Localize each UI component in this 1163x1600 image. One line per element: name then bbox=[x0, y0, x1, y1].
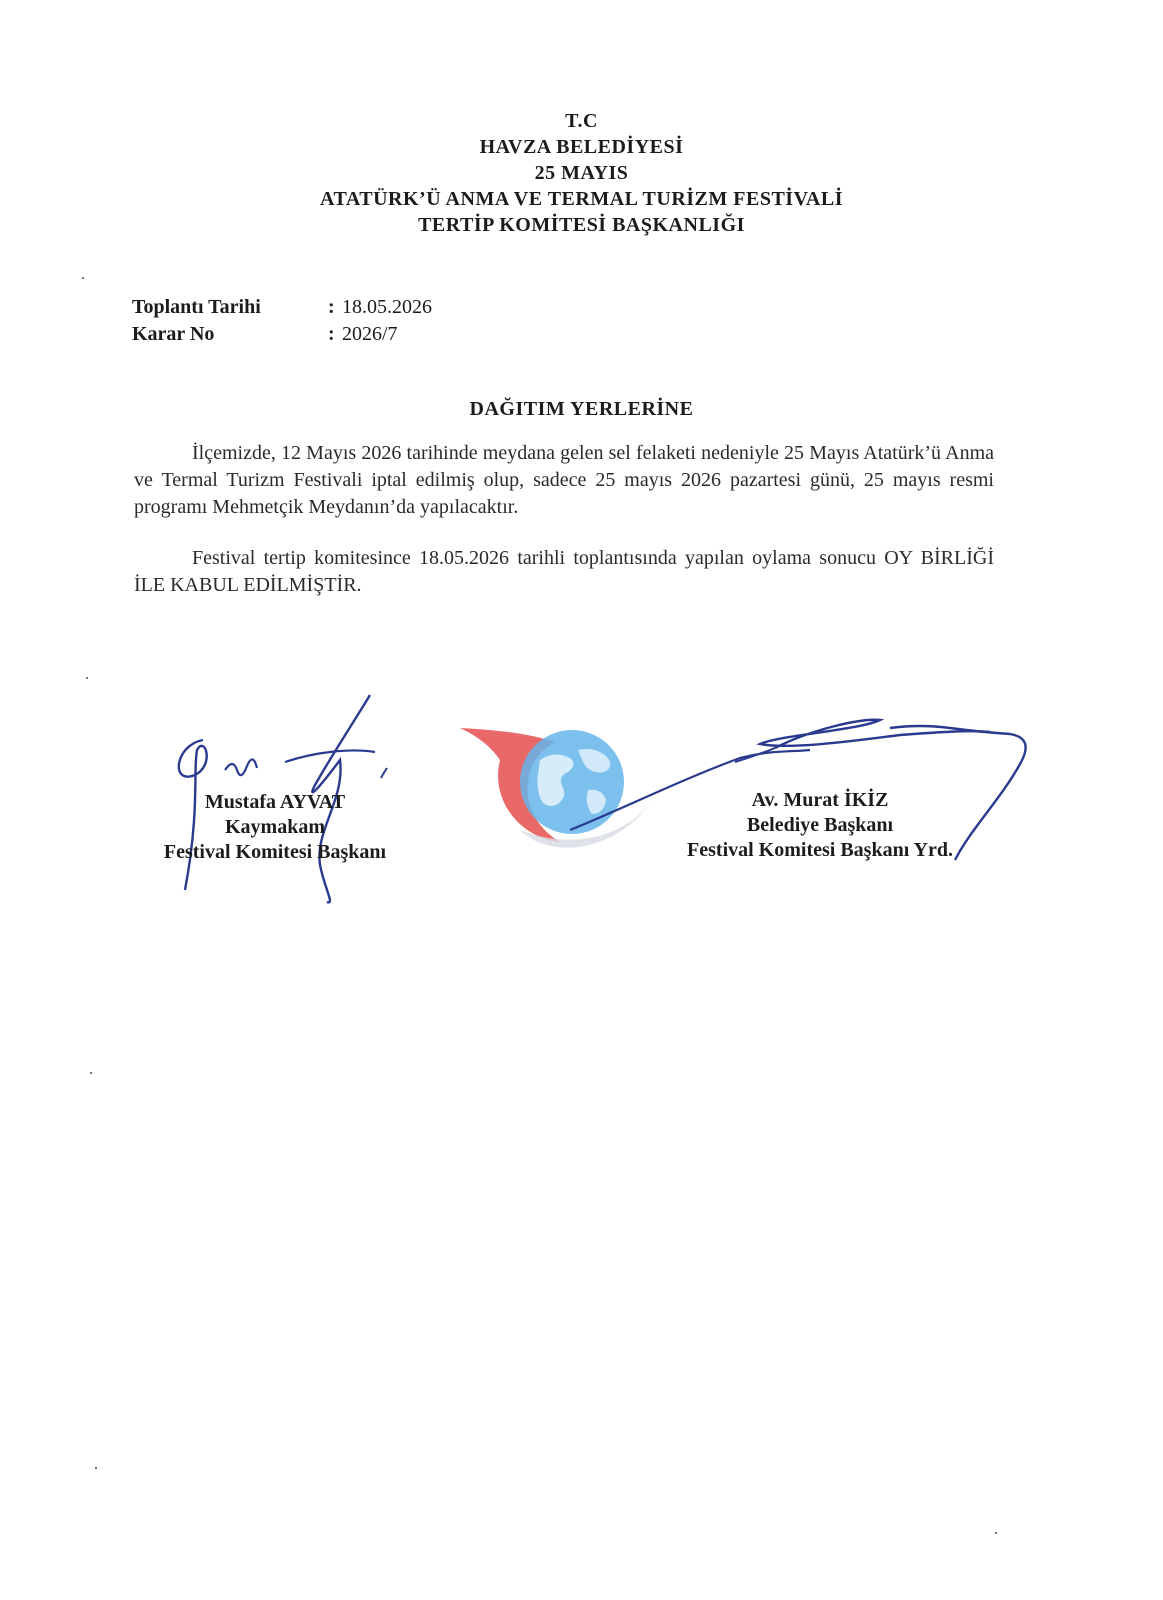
signer-right-title: Belediye Başkanı bbox=[746, 814, 894, 836]
header-date: 25 MAYIS bbox=[534, 162, 629, 184]
signature-left bbox=[140, 790, 410, 865]
meeting-date-row bbox=[132, 296, 432, 323]
header-festival: ATATÜRK’Ü ANMA VE TERMAL TURİZM FESTİVALİ bbox=[320, 188, 843, 210]
scan-speck bbox=[86, 677, 88, 679]
signer-left-name: Mustafa AYVAT bbox=[204, 791, 346, 813]
header-municipality: HAVZA BELEDİYESİ bbox=[479, 136, 684, 158]
header-tc: T.C bbox=[565, 110, 598, 132]
scan-speck bbox=[95, 1467, 97, 1469]
scan-speck bbox=[90, 1072, 92, 1074]
signer-left-title: Kaymakam bbox=[225, 816, 325, 838]
globe-logo-icon bbox=[460, 720, 680, 860]
decision-no-label: Karar No bbox=[132, 323, 215, 345]
meeting-date-label: Toplantı Tarihi bbox=[132, 296, 261, 318]
colon: : bbox=[328, 323, 335, 345]
colon: : bbox=[328, 296, 335, 318]
meeting-date-value: 18.05.2026 bbox=[342, 296, 432, 318]
signer-left-role: Festival Komitesi Başkanı bbox=[163, 841, 387, 863]
body-paragraph-1: İlçemizde, 12 Mayıs 2026 tarihinde meydana gelen sel felaketi nedeniyle 25 Mayıs Atatürk’ü Anma ve Termal Turizm Festivali iptal edilmiş olup, sadece 25 mayıs 2026 pazartesi günü, 25 mayıs resmi programı Mehmetçik Meydanın’da yapılacaktır. bbox=[134, 442, 994, 518]
subject-heading: DAĞITIM YERLERİNE bbox=[469, 398, 694, 420]
body-paragraph-2: Festival tertip komitesince 18.05.2026 tarihli toplantısında yapılan oylama sonucu OY BİRLİĞİ İLE KABUL EDİLMİŞTİR. bbox=[134, 547, 994, 596]
decision-no-value: 2026/7 bbox=[342, 323, 398, 345]
scan-speck bbox=[995, 1532, 997, 1534]
letterhead bbox=[0, 108, 1163, 238]
header-committee: TERTİP KOMİTESİ BAŞKANLIĞI bbox=[418, 214, 745, 236]
scan-speck bbox=[82, 277, 84, 279]
signer-right-name: Av. Murat İKİZ bbox=[751, 789, 889, 811]
meeting-meta bbox=[132, 296, 432, 350]
signer-right-role: Festival Komitesi Başkanı Yrd. bbox=[687, 839, 953, 861]
signature-right bbox=[660, 788, 980, 863]
decision-no-row bbox=[132, 323, 432, 350]
